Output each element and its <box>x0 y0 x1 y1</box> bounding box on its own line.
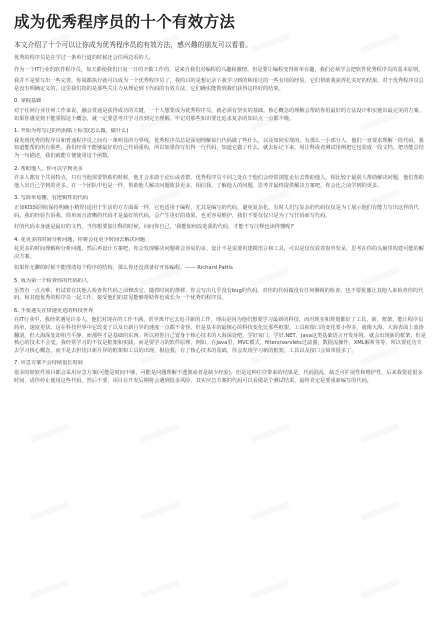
article-intro: 本文介绍了十个可以让你成为优秀程序员的有效方法，感兴趣的朋友可以看看。 <box>14 41 252 49</box>
section-heading: 5. 成为第一个检查你的代码的人 <box>14 278 89 285</box>
paragraph: 正如KISS原则(保持明确小精悍)适用于生活的方方面面一样，它也适用于编程，尤其是编写的代码，避免复杂化。有时人们写复杂的代码仅仅是为了展示他们有能力写出这样的代码。我的经验告诉我，简单而且清晰的代码才是最好的代码，会产生更好的效果，也更容易维护，我们不要仅仅只是为了写代码而写代码。 <box>14 204 419 219</box>
paragraph: 在IT行业中，我经常遇见许多人，他们对现在的工作不满，甚至离开它去追寻新的工作，理由是因为他们想要学习最新的科技，而对现实和规划都好了工具、新、框架，能让程序员简单，速度更快。这在科技世界中它改变了以及日新月异的速度一点都不奇怪。但是基本的最核心的科技变化比那些框架、工具和窗口的变化要小得多，就像大海，大海表面上波涛翻滚，但大海深处却相当平静，而那些才是基础的东西。所以将你自己置身于核心技术的大海深处吧，学好每门，学好.NET、Java这类基础语言开发环境，就会出现新的框架，但是核心的技术不会变。我经常学习的不仅是框架和实践，而是要学习的软件原理，例如，在Java里，MVC模式，filters/servlets过滤器，数据流操作，XML解析等等。所以要花功夫去学习核心概念，而不是去担忧日新月异的框架和工具的出现，相信我，有了核心技术的基础，你会发现学习新的框架，工具以及接口会简单很多了。 <box>14 317 426 354</box>
article-body <box>14 55 426 385</box>
paragraph: 我并不是要写出一些完善，你阅都执行就可以成为一个优秀程序员了，我的目的是想记录下我学习到的和用过的一些有用的经验，它们帮助我获得扎实好的结果。对于优秀程序员总是没有明确定义的，这里我们指的是那些关注力从理论到下代码的有效方法，它们确实能帮到我们获得这样好的结果。 <box>14 78 424 92</box>
paragraph: 优秀的程序员是在学过一条单行道的时候还会往两边看的人。 <box>14 55 155 61</box>
paragraph: 我发现优秀的程序员和普通程序员之间有一条明显的分界线，优秀程序员总是深刻理解每行代码做了些什么，以及如何实现的。有那么一小部分人，他们一直要求理解一段代码，我知道能帮的所有那些，我们经常不能够最好的自己代码重构，所以如果你写出得一行代码，知道它做了什么，就去标记下来，用注释或者测试用例把它包装成一段文档。把功能总结为一句描述，我们就能方便使用这个函数。 <box>14 137 424 159</box>
paragraph: 作为一个IT行业的软件程序员，每天都使我们日复一日的辛勤工作的，是来自我们对编程的兴趣和激情。但是要让编程变得简单有趣，我们必须学会把软件优秀程序员的基本原则。 <box>14 66 424 73</box>
section-heading: 6. 不要迷失在快速更迭的科技世界 <box>14 307 94 314</box>
section-heading: 7. 应急方案不会持续很长时间 <box>14 360 83 367</box>
paragraph: 很多时候软件项目都会采用应急方案(可能是时间不够，可能是问题理解不透彻或者是缺少经验)，但是这种往往带来的结果是，代码混乱，缺乏可扩展性和维护性，后来我要花很多时间，请你停止使用这些代码，然后不要，项目在开发后期将会遇到很多风险，其实应急方案的代码可以看做是个测试结果，最终肯定是要重新编写的代码。 <box>14 370 423 384</box>
section-heading: 0. 掌握基础 <box>14 98 42 105</box>
paragraph: 对于任何行业任何工作来说，融会贯通是获得成功的关键，一个人想要成为优秀程序员，就必须有坚实的基础。核心概念的理解会帮助你用最好的方法设计和实施出最完美的方案。如果你感觉到不能掌握这个概念，就一定要思考并学习直到完全理解，牢记对那些知识要比追求复杂的知识点一点都不晚。 <box>14 107 424 122</box>
article-title: 成为优秀程序员的十个有效方法 <box>14 13 236 31</box>
section-heading: 4. 花更多的时间分析问题，你将会花更少时间去解决问题 <box>14 236 146 243</box>
section-heading: 1. 开始为你写过的代码贴上标签(怎么做，做什么) <box>14 128 129 135</box>
paragraph: 好的代码本身就是最好的文档。当你想要加注释的时候，问问你自己，'我能如何改进我的代码，才能不写注释也读得懂呢?' <box>14 224 295 231</box>
section-heading: 2. 帮助他人，你可以学到更多 <box>14 165 83 172</box>
paragraph: 花更多的时间理解和分析问题，然后再设计方案吧。你会发现解决问题将会容易的多。设计不是说要用建模语言和工具，可以是仅仅看着窗外发呆，思考在你的头脑里构建可能的解决方案。 <box>14 246 424 260</box>
paragraph: 如果你无聊的时候不能理清每个程序的结构，那么你还没准备好开始编程。—— Richard Pattis <box>14 265 233 272</box>
paragraph: 虽然有一点点难，但试着在其他人检查你代码之前修改它，随着时间的推移，你会写出几乎没有bug的代码。对你的代码做没有任何侧视的检查，也不要犹豫让其他人来检查你的代码。和其他优秀的程序员一起工作，接受他们的意见能够帮助你也成长为一个优秀的程序员。 <box>14 287 424 302</box>
section-heading: 3. 写简单易懂、有逻辑性的代码 <box>14 195 89 202</box>
paragraph: 许多人都有个共同特点，只有当他需要帮助的时候，他才会求助于论坛或者群。优秀程序员不同之处在于他们会经常浏览论坛去帮助他人。相比较于最别人帮助解决问题，他们帮助他人出自己学到的更多。在一个团队中也是一样，帮助他人解决问题收获更多。相信我，了解他人的问题，思考并最终提供解决方案吧，你会比之前学到的更多。 <box>14 175 424 189</box>
